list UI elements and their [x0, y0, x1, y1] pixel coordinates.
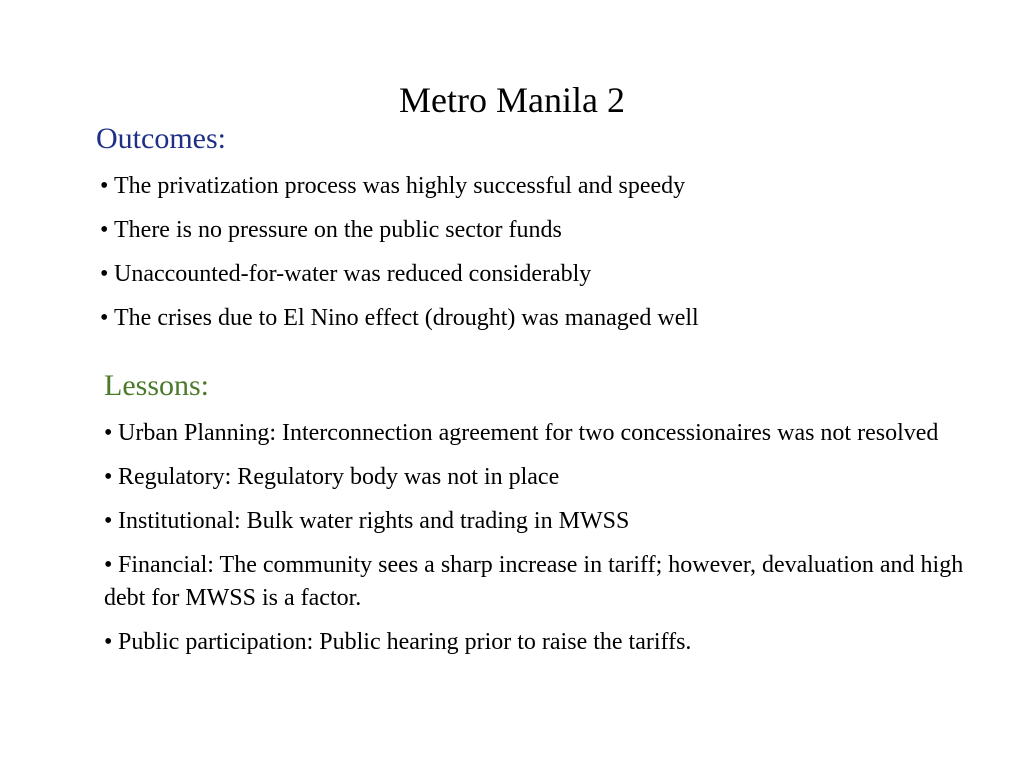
bullet-icon: • [104, 420, 113, 446]
lesson-text: Public participation: Public hearing prior to raise the tariffs. [118, 629, 692, 655]
lesson-text: Urban Planning: Interconnection agreement for two concessionaires was not resolved [118, 420, 939, 446]
outcomes-heading: Outcomes: [96, 122, 226, 155]
outcome-item [100, 258, 980, 302]
bullet-icon: • [104, 464, 113, 490]
lesson-text: Financial: The community sees a sharp increase in tariff; however, devaluation and high debt for MWSS is a factor. [104, 552, 964, 611]
outcome-item [100, 214, 980, 258]
outcome-text: The crises due to El Nino effect (drought) was managed well [114, 305, 699, 331]
outcome-item [100, 170, 980, 214]
bullet-icon: • [100, 173, 109, 199]
lesson-item [104, 461, 984, 494]
lesson-item [104, 417, 984, 450]
bullet-icon: • [100, 217, 109, 243]
outcome-text: The privatization process was highly successful and speedy [114, 173, 686, 199]
lesson-item [104, 505, 984, 538]
lessons-list [104, 417, 984, 670]
outcomes-list [100, 170, 980, 346]
lessons-heading: Lessons: [104, 369, 209, 402]
slide-title: Metro Manila 2 [399, 80, 625, 120]
outcome-text: There is no pressure on the public sector funds [114, 217, 562, 243]
bullet-icon: • [104, 552, 113, 578]
outcome-text: Unaccounted-for-water was reduced considerably [114, 261, 592, 287]
outcome-item [100, 302, 980, 346]
bullet-icon: • [104, 508, 113, 534]
lesson-item [104, 549, 984, 615]
lesson-item [104, 626, 984, 659]
bullet-icon: • [104, 629, 113, 655]
lesson-text: Institutional: Bulk water rights and trading in MWSS [118, 508, 630, 534]
bullet-icon: • [100, 261, 109, 287]
bullet-icon: • [100, 305, 109, 331]
lesson-text: Regulatory: Regulatory body was not in place [118, 464, 560, 490]
